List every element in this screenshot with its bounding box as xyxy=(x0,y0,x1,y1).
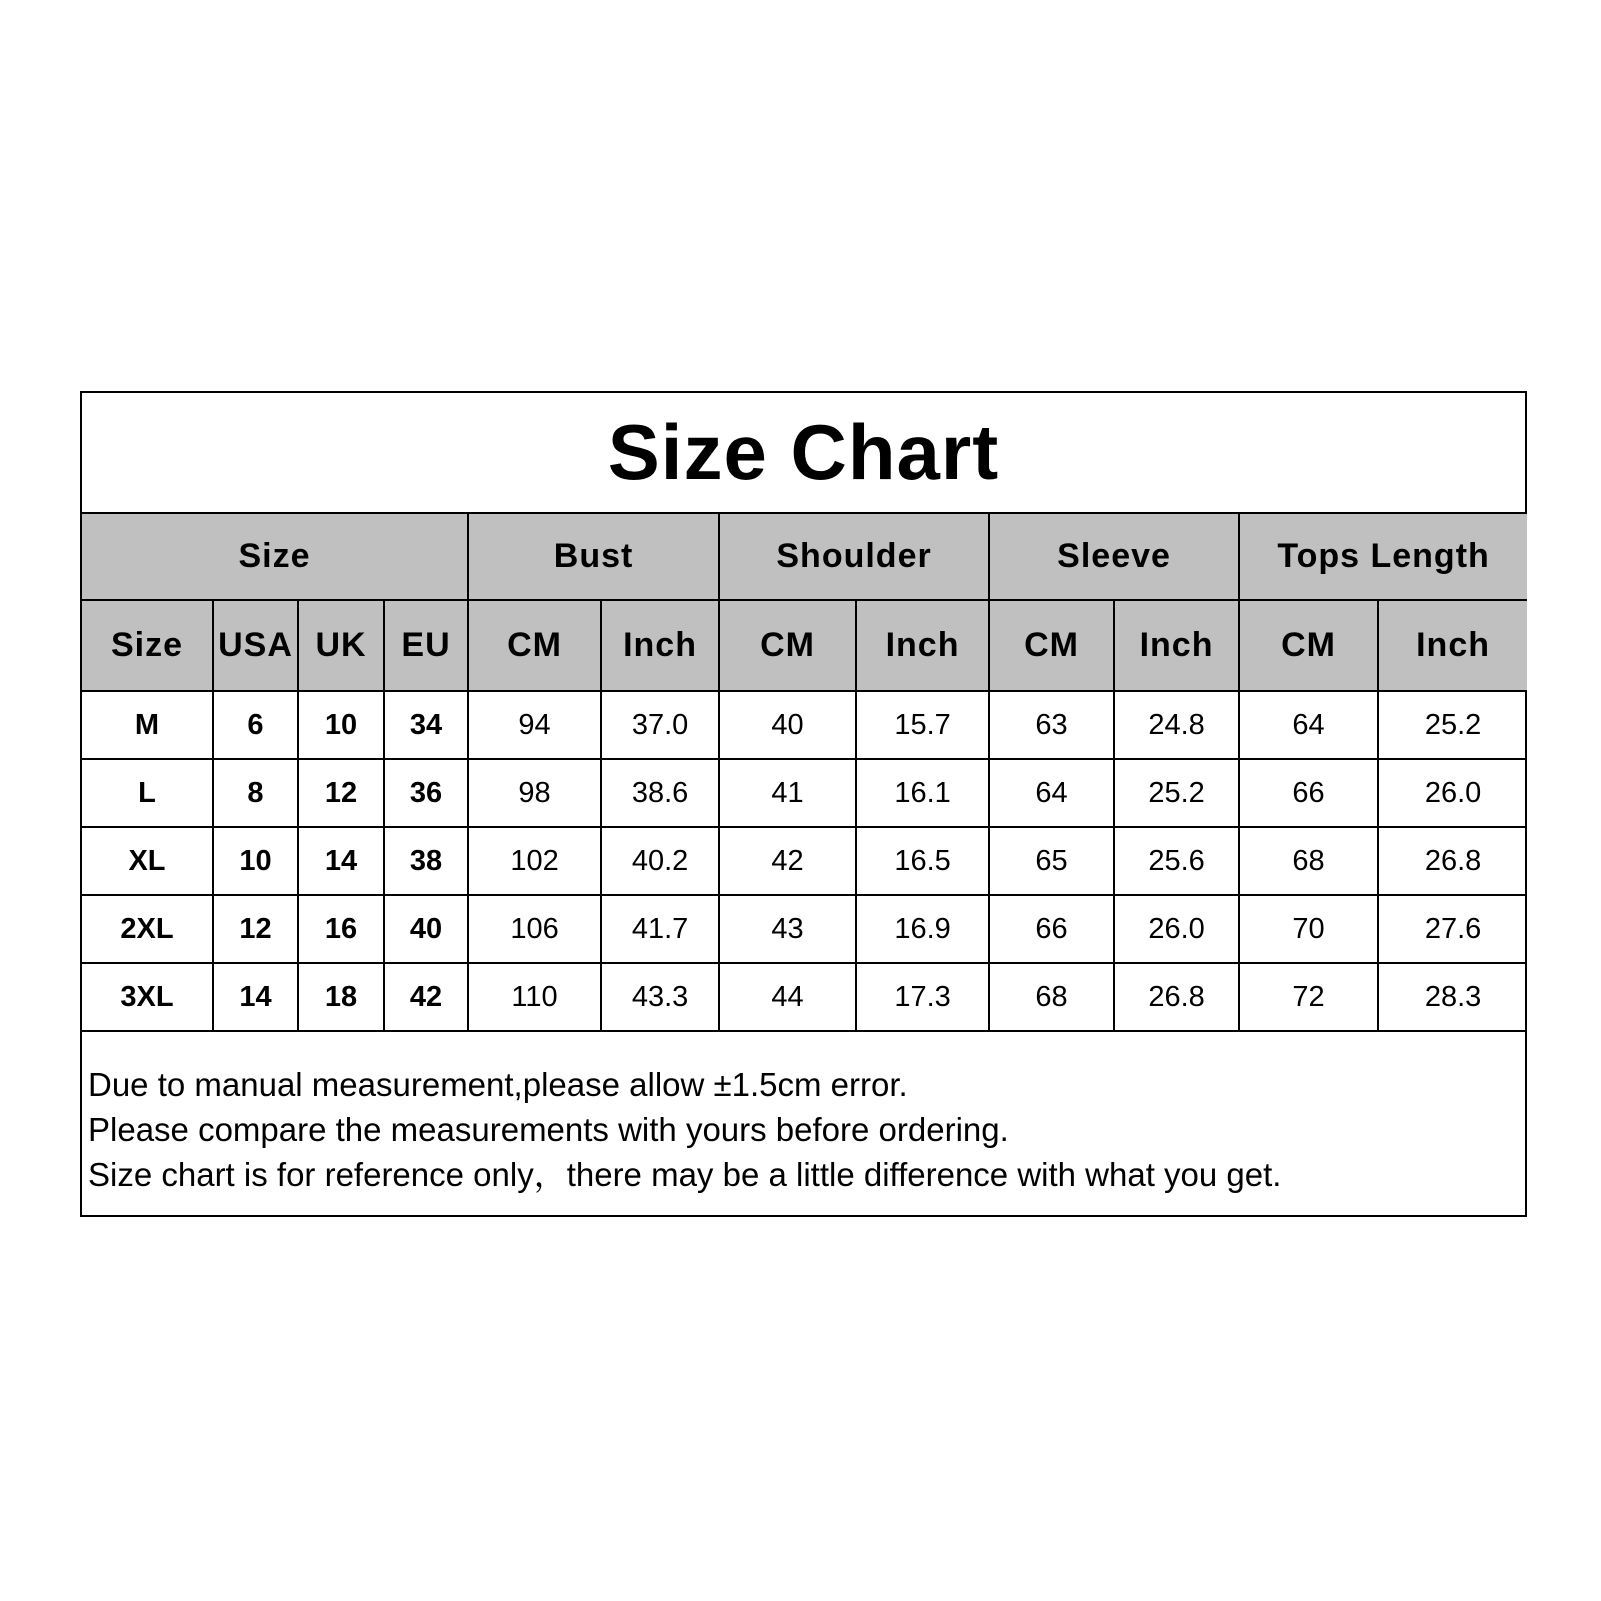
table-cell: 26.0 xyxy=(1378,759,1527,827)
table-row xyxy=(82,963,1527,1031)
sub-header-sleeve-inch: Inch xyxy=(1114,600,1239,691)
table-cell: 64 xyxy=(989,759,1114,827)
table-cell: 6 xyxy=(213,691,298,759)
table-cell: 36 xyxy=(384,759,468,827)
table-cell: 26.0 xyxy=(1114,895,1239,963)
table-cell: 40.2 xyxy=(601,827,719,895)
table-cell: 37.0 xyxy=(601,691,719,759)
sub-header-usa: USA xyxy=(213,600,298,691)
table-cell: 25.2 xyxy=(1114,759,1239,827)
table-cell: 28.3 xyxy=(1378,963,1527,1031)
table-cell: 70 xyxy=(1239,895,1378,963)
table-cell: 2XL xyxy=(82,895,213,963)
table-row xyxy=(82,759,1527,827)
group-header-row xyxy=(82,514,1527,600)
table-cell: 110 xyxy=(468,963,601,1031)
sub-header-bust-inch: Inch xyxy=(601,600,719,691)
table-cell: 8 xyxy=(213,759,298,827)
table-cell: 72 xyxy=(1239,963,1378,1031)
table-cell: 18 xyxy=(298,963,384,1031)
group-header-shoulder: Shoulder xyxy=(719,514,989,600)
table-cell: XL xyxy=(82,827,213,895)
table-row xyxy=(82,895,1527,963)
table-cell: 12 xyxy=(298,759,384,827)
table-cell: 16.9 xyxy=(856,895,989,963)
table-cell: 26.8 xyxy=(1378,827,1527,895)
table-cell: 27.6 xyxy=(1378,895,1527,963)
chart-title: Size Chart xyxy=(82,393,1525,514)
table-cell: 102 xyxy=(468,827,601,895)
table-cell: 10 xyxy=(213,827,298,895)
table-cell: 34 xyxy=(384,691,468,759)
table-cell: 98 xyxy=(468,759,601,827)
table-cell: 16.5 xyxy=(856,827,989,895)
table-cell: 12 xyxy=(213,895,298,963)
sub-header-size: Size xyxy=(82,600,213,691)
sub-header-bust-cm: CM xyxy=(468,600,601,691)
table-cell: 25.2 xyxy=(1378,691,1527,759)
table-cell: 44 xyxy=(719,963,856,1031)
table-row xyxy=(82,691,1527,759)
table-cell: 43 xyxy=(719,895,856,963)
table-cell: 94 xyxy=(468,691,601,759)
group-header-size: Size xyxy=(82,514,468,600)
table-cell: 17.3 xyxy=(856,963,989,1031)
table-cell: 38.6 xyxy=(601,759,719,827)
table-cell: 26.8 xyxy=(1114,963,1239,1031)
table-cell: 106 xyxy=(468,895,601,963)
table-cell: 65 xyxy=(989,827,1114,895)
table-cell: 40 xyxy=(719,691,856,759)
note-line: Please compare the measurements with yours before ordering. xyxy=(88,1111,1009,1148)
table-cell: M xyxy=(82,691,213,759)
table-cell: 3XL xyxy=(82,963,213,1031)
table-cell: 41 xyxy=(719,759,856,827)
notes xyxy=(82,1032,1525,1197)
table-cell: 16 xyxy=(298,895,384,963)
table-cell: 15.7 xyxy=(856,691,989,759)
table-cell: 43.3 xyxy=(601,963,719,1031)
table-cell: 68 xyxy=(989,963,1114,1031)
group-header-sleeve: Sleeve xyxy=(989,514,1239,600)
sub-header-length-inch: Inch xyxy=(1378,600,1527,691)
table-cell: 14 xyxy=(298,827,384,895)
table-row xyxy=(82,827,1527,895)
table-cell: 25.6 xyxy=(1114,827,1239,895)
group-header-tops-length: Tops Length xyxy=(1239,514,1527,600)
sub-header-uk: UK xyxy=(298,600,384,691)
table-cell: 16.1 xyxy=(856,759,989,827)
table-cell: 40 xyxy=(384,895,468,963)
table-cell: 42 xyxy=(384,963,468,1031)
table-cell: 66 xyxy=(989,895,1114,963)
note-line: Due to manual measurement,please allow ±1.5cm error. xyxy=(88,1066,908,1103)
table-cell: 42 xyxy=(719,827,856,895)
table-cell: 64 xyxy=(1239,691,1378,759)
table-cell: 68 xyxy=(1239,827,1378,895)
note-line: Size chart is for reference only，there may be a little difference with what you get. xyxy=(88,1156,1282,1193)
table-cell: 66 xyxy=(1239,759,1378,827)
size-chart xyxy=(80,391,1527,1217)
sub-header-sleeve-cm: CM xyxy=(989,600,1114,691)
table-cell: 63 xyxy=(989,691,1114,759)
table-cell: 14 xyxy=(213,963,298,1031)
table-cell: 10 xyxy=(298,691,384,759)
sub-header-row xyxy=(82,600,1527,691)
sub-header-shoulder-cm: CM xyxy=(719,600,856,691)
table-cell: 41.7 xyxy=(601,895,719,963)
table-cell: 24.8 xyxy=(1114,691,1239,759)
table-cell: L xyxy=(82,759,213,827)
sub-header-length-cm: CM xyxy=(1239,600,1378,691)
group-header-bust: Bust xyxy=(468,514,719,600)
sub-header-shoulder-inch: Inch xyxy=(856,600,989,691)
sub-header-eu: EU xyxy=(384,600,468,691)
table-cell: 38 xyxy=(384,827,468,895)
size-table xyxy=(82,514,1527,1032)
